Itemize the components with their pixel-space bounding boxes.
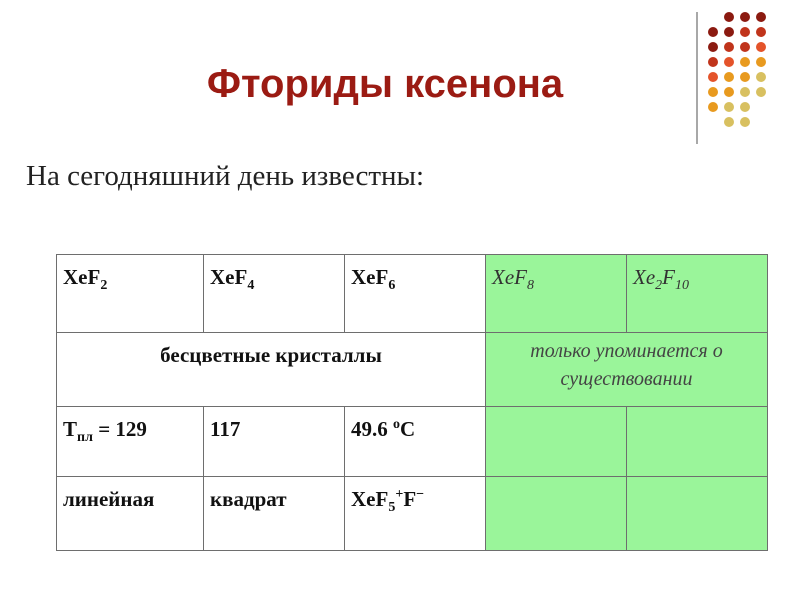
table-cell-empty <box>486 477 627 551</box>
decorative-dot <box>708 87 718 97</box>
table-cell-xef4: XeF$_4$ <box>204 255 345 333</box>
page-title: Фториды ксенона <box>206 62 564 106</box>
decorative-dot <box>724 12 734 22</box>
table-cell-melting-xef6: 49.6 $^o$C <box>345 407 486 477</box>
decorative-dot <box>756 27 766 37</box>
decorative-dots <box>708 12 788 132</box>
decorative-dot <box>740 72 750 82</box>
decorative-dot <box>740 27 750 37</box>
xenon-fluorides-table <box>56 254 768 551</box>
table-cell-square: квадрат <box>204 477 345 551</box>
table-row-structure <box>57 477 768 551</box>
table-cell-xef6: XeF$_6$ <box>345 255 486 333</box>
decorative-dot <box>756 12 766 22</box>
table-row-appearance <box>57 333 768 407</box>
table-cell-empty <box>627 477 768 551</box>
decorative-dot <box>756 42 766 52</box>
table-cell-melting-xef4: 117 <box>204 407 345 477</box>
decorative-dot <box>756 57 766 67</box>
table-row-melting-point <box>57 407 768 477</box>
table-cell-xe2f10: $Xe_2F_{10}$ <box>627 255 768 333</box>
decorative-dot <box>724 87 734 97</box>
table-cell-xef8: XeF$_8$ <box>486 255 627 333</box>
table-cell-xef2: XeF$_2$ <box>57 255 204 333</box>
decorative-dot <box>708 42 718 52</box>
table-cell-mention: только упоминается о существовании <box>486 333 768 407</box>
decorative-dot <box>724 72 734 82</box>
decorative-dot <box>740 12 750 22</box>
subtitle: На сегодняшний день известны: <box>26 160 425 192</box>
decorative-dot <box>740 102 750 112</box>
decorative-dot <box>740 117 750 127</box>
decorative-dot <box>724 42 734 52</box>
decorative-dot <box>708 57 718 67</box>
decorative-dot <box>756 87 766 97</box>
decorative-dot <box>708 102 718 112</box>
decorative-dot <box>708 72 718 82</box>
decorative-dot <box>740 87 750 97</box>
decorative-dot <box>740 57 750 67</box>
table-cell-melting-xef2: $T_{пл} = 129$ <box>57 407 204 477</box>
decorative-dot <box>740 42 750 52</box>
decorative-dot <box>724 57 734 67</box>
decorative-dot <box>724 27 734 37</box>
decorative-dot <box>724 102 734 112</box>
decorative-divider <box>696 12 698 144</box>
table-cell-linear: линейная <box>57 477 204 551</box>
table-cell-colorless: бесцветные кристаллы <box>57 333 486 407</box>
table-cell-ionic: XeF$_5$+F− <box>345 477 486 551</box>
decorative-dot <box>708 27 718 37</box>
table-row-formulas <box>57 255 768 333</box>
table-cell-empty <box>486 407 627 477</box>
decorative-dot <box>724 117 734 127</box>
table-cell-empty <box>627 407 768 477</box>
decorative-dot <box>756 72 766 82</box>
